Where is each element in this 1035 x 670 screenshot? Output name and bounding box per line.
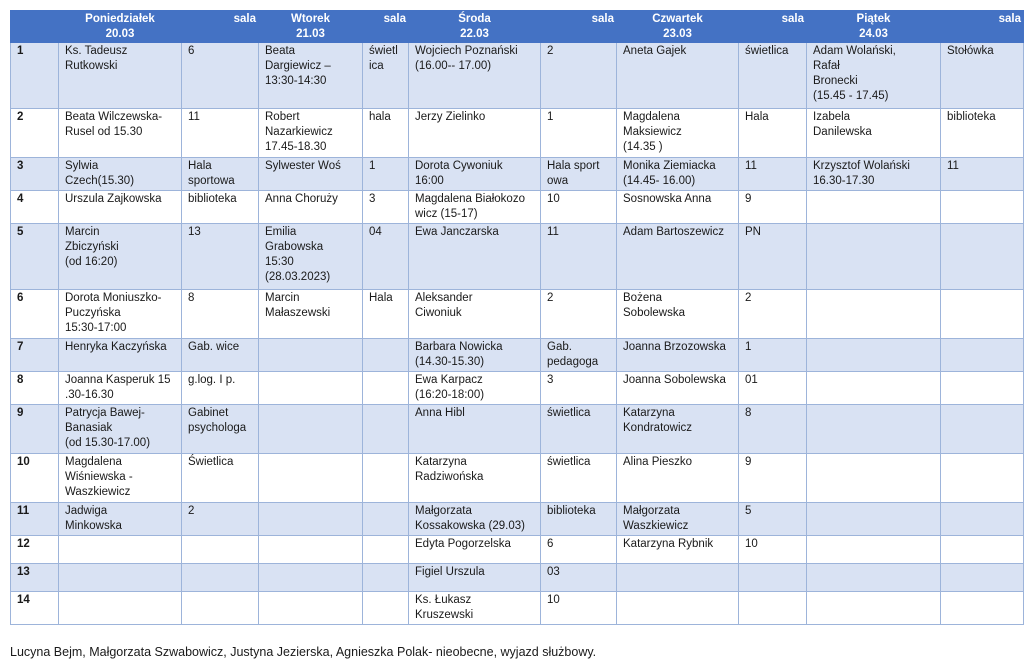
header-day-label: sala xyxy=(233,13,256,25)
row-number-cell: 4 xyxy=(11,191,59,224)
room-cell: 2 xyxy=(182,503,259,536)
teacher-cell: Krzysztof Wolański 16.30-17.30 xyxy=(807,158,941,191)
room-cell: 11 xyxy=(182,109,259,158)
teacher-cell: Aleksander Ciwoniuk xyxy=(409,290,541,339)
teacher-cell xyxy=(807,191,941,224)
room-cell: 10 xyxy=(739,536,807,564)
room-cell: 1 xyxy=(363,158,409,191)
table-row xyxy=(11,109,1024,158)
room-cell: 1 xyxy=(541,109,617,158)
room-cell: Hala sport owa xyxy=(541,158,617,191)
teacher-cell: Dorota Moniuszko- Puczyńska 15:30-17:00 xyxy=(59,290,182,339)
table-row xyxy=(11,536,1024,564)
room-cell: 2 xyxy=(541,290,617,339)
teacher-cell: Barbara Nowicka (14.30-15.30) xyxy=(409,339,541,372)
table-row xyxy=(11,290,1024,339)
room-cell: Gabinet psychologa xyxy=(182,405,259,454)
teacher-cell: Marcin Małaszewski xyxy=(259,290,363,339)
table-row xyxy=(11,592,1024,625)
teacher-cell: Alina Pieszko xyxy=(617,454,739,503)
teacher-cell xyxy=(807,339,941,372)
header-room-cell xyxy=(363,11,409,43)
teacher-cell: Urszula Zajkowska xyxy=(59,191,182,224)
teacher-cell: Ewa Karpacz (16:20-18:00) xyxy=(409,372,541,405)
teacher-cell: Ks. Tadeusz Rutkowski xyxy=(59,43,182,109)
schedule-header xyxy=(11,11,1024,43)
table-row xyxy=(11,454,1024,503)
footer-note: Lucyna Bejm, Małgorzata Szwabowicz, Justyna Jezierska, Agnieszka Polak- nieobecne, wyjazd służbowy. xyxy=(10,645,597,659)
header-date-label: 24.03 xyxy=(859,28,888,40)
teacher-cell: Marcin Zbiczyński (od 16:20) xyxy=(59,224,182,290)
teacher-cell: Sylwester Woś xyxy=(259,158,363,191)
header-number-cell xyxy=(11,11,59,43)
teacher-cell xyxy=(617,564,739,592)
room-cell xyxy=(941,290,1024,339)
room-cell xyxy=(363,564,409,592)
room-cell: 2 xyxy=(541,43,617,109)
room-cell xyxy=(941,536,1024,564)
table-row xyxy=(11,43,1024,109)
row-number-cell: 1 xyxy=(11,43,59,109)
room-cell xyxy=(182,536,259,564)
teacher-cell xyxy=(259,592,363,625)
header-day-label: sala xyxy=(591,13,614,25)
teacher-cell: Dorota Cywoniuk 16:00 xyxy=(409,158,541,191)
room-cell: 3 xyxy=(541,372,617,405)
room-cell: Gab. pedagoga xyxy=(541,339,617,372)
header-room-cell xyxy=(182,11,259,43)
teacher-cell xyxy=(807,454,941,503)
teacher-cell: Beata Dargiewicz – 13:30-14:30 xyxy=(259,43,363,109)
teacher-cell xyxy=(259,405,363,454)
room-cell xyxy=(941,372,1024,405)
teacher-cell: Jerzy Zielinko xyxy=(409,109,541,158)
teacher-cell: Wojciech Poznański (16.00-- 17.00) xyxy=(409,43,541,109)
teacher-cell: Magdalena Maksiewicz (14.35 ) xyxy=(617,109,739,158)
room-cell xyxy=(941,592,1024,625)
teacher-cell xyxy=(807,224,941,290)
header-day-cell xyxy=(259,11,363,43)
room-cell xyxy=(363,372,409,405)
room-cell xyxy=(363,536,409,564)
teacher-cell xyxy=(259,536,363,564)
teacher-cell: Joanna Sobolewska xyxy=(617,372,739,405)
teacher-cell xyxy=(259,454,363,503)
teacher-cell xyxy=(807,536,941,564)
room-cell: 5 xyxy=(739,503,807,536)
teacher-cell: Małgorzata Kossakowska (29.03) xyxy=(409,503,541,536)
header-date-label: 20.03 xyxy=(105,28,135,40)
row-number-cell: 11 xyxy=(11,503,59,536)
row-number-cell: 12 xyxy=(11,536,59,564)
teacher-cell: Adam Bartoszewicz xyxy=(617,224,739,290)
teacher-cell: Patrycja Bawej- Banasiak (od 15.30-17.00) xyxy=(59,405,182,454)
teacher-cell: Joanna Kasperuk 15 .30-16.30 xyxy=(59,372,182,405)
room-cell: biblioteka xyxy=(541,503,617,536)
room-cell: Hala sportowa xyxy=(182,158,259,191)
row-number-cell: 3 xyxy=(11,158,59,191)
row-number-cell: 2 xyxy=(11,109,59,158)
teacher-cell xyxy=(617,592,739,625)
teacher-cell: Figiel Urszula xyxy=(409,564,541,592)
room-cell: g.log. I p. xyxy=(182,372,259,405)
room-cell: 6 xyxy=(541,536,617,564)
teacher-cell xyxy=(59,564,182,592)
row-number-cell: 14 xyxy=(11,592,59,625)
teacher-cell: Emilia Grabowska 15:30 (28.03.2023) xyxy=(259,224,363,290)
room-cell: PN xyxy=(739,224,807,290)
header-room-cell xyxy=(739,11,807,43)
table-row xyxy=(11,405,1024,454)
header-room-cell xyxy=(541,11,617,43)
header-date-label: 21.03 xyxy=(296,28,325,40)
teacher-cell xyxy=(59,592,182,625)
room-cell: 11 xyxy=(541,224,617,290)
row-number-cell: 13 xyxy=(11,564,59,592)
teacher-cell: Małgorzata Waszkiewicz xyxy=(617,503,739,536)
room-cell xyxy=(363,454,409,503)
teacher-cell: Beata Wilczewska- Rusel od 15.30 xyxy=(59,109,182,158)
teacher-cell xyxy=(259,339,363,372)
room-cell: Stołówka xyxy=(941,43,1024,109)
teacher-cell: Katarzyna Radziwońska xyxy=(409,454,541,503)
teacher-cell: Katarzyna Rybnik xyxy=(617,536,739,564)
row-number-cell: 8 xyxy=(11,372,59,405)
room-cell: 8 xyxy=(182,290,259,339)
room-cell: świetlica xyxy=(541,405,617,454)
room-cell xyxy=(941,191,1024,224)
room-cell: 6 xyxy=(182,43,259,109)
teacher-cell: Adam Wolański, Rafał Bronecki (15.45 - 17.45) xyxy=(807,43,941,109)
room-cell: 01 xyxy=(739,372,807,405)
row-number-cell: 7 xyxy=(11,339,59,372)
room-cell: biblioteka xyxy=(182,191,259,224)
room-cell xyxy=(941,339,1024,372)
table-row xyxy=(11,503,1024,536)
room-cell xyxy=(739,592,807,625)
room-cell xyxy=(182,564,259,592)
teacher-cell: Edyta Pogorzelska xyxy=(409,536,541,564)
schedule-body xyxy=(11,43,1024,625)
room-cell xyxy=(941,454,1024,503)
teacher-cell: Sylwia Czech(15.30) xyxy=(59,158,182,191)
teacher-cell xyxy=(59,536,182,564)
room-cell xyxy=(363,339,409,372)
header-room-cell xyxy=(941,11,1024,43)
room-cell: 2 xyxy=(739,290,807,339)
teacher-cell: Bożena Sobolewska xyxy=(617,290,739,339)
teacher-cell: Robert Nazarkiewicz 17.45-18.30 xyxy=(259,109,363,158)
room-cell: 3 xyxy=(363,191,409,224)
room-cell: hala xyxy=(363,109,409,158)
table-row xyxy=(11,339,1024,372)
teacher-cell xyxy=(259,503,363,536)
header-day-label: Piątek xyxy=(856,13,891,25)
teacher-cell: Ks. Łukasz Kruszewski xyxy=(409,592,541,625)
header-date-label: 23.03 xyxy=(663,28,692,40)
teacher-cell: Magdalena Białokozo wicz (15-17) xyxy=(409,191,541,224)
teacher-cell: Sosnowska Anna xyxy=(617,191,739,224)
room-cell: 9 xyxy=(739,454,807,503)
teacher-cell: Henryka Kaczyńska xyxy=(59,339,182,372)
header-day-cell xyxy=(617,11,739,43)
room-cell xyxy=(941,224,1024,290)
room-cell: 11 xyxy=(941,158,1024,191)
table-row xyxy=(11,564,1024,592)
teacher-cell: Monika Ziemiacka (14.45- 16.00) xyxy=(617,158,739,191)
row-number-cell: 10 xyxy=(11,454,59,503)
room-cell: 03 xyxy=(541,564,617,592)
room-cell: Gab. wice xyxy=(182,339,259,372)
room-cell xyxy=(941,503,1024,536)
room-cell: 9 xyxy=(739,191,807,224)
teacher-cell: Joanna Brzozowska xyxy=(617,339,739,372)
room-cell xyxy=(182,592,259,625)
teacher-cell: Jadwiga Minkowska xyxy=(59,503,182,536)
room-cell: 8 xyxy=(739,405,807,454)
row-number-cell: 6 xyxy=(11,290,59,339)
teacher-cell: Anna Choruży xyxy=(259,191,363,224)
header-day-cell xyxy=(807,11,941,43)
header-day-label: sala xyxy=(998,13,1021,25)
teacher-cell xyxy=(807,592,941,625)
table-row xyxy=(11,191,1024,224)
teacher-cell: Anna Hibl xyxy=(409,405,541,454)
teacher-cell xyxy=(807,503,941,536)
room-cell: Świetlica xyxy=(182,454,259,503)
teacher-cell xyxy=(807,290,941,339)
teacher-cell: Magdalena Wiśniewska - Waszkiewicz xyxy=(59,454,182,503)
teacher-cell xyxy=(807,564,941,592)
room-cell: biblioteka xyxy=(941,109,1024,158)
row-number-cell: 9 xyxy=(11,405,59,454)
teacher-cell: Katarzyna Kondratowicz xyxy=(617,405,739,454)
room-cell: Hala xyxy=(363,290,409,339)
room-cell: świetlica xyxy=(541,454,617,503)
row-number-cell: 5 xyxy=(11,224,59,290)
room-cell xyxy=(363,592,409,625)
room-cell: 10 xyxy=(541,592,617,625)
teacher-cell: Aneta Gajek xyxy=(617,43,739,109)
room-cell: 11 xyxy=(739,158,807,191)
header-day-cell xyxy=(409,11,541,43)
header-day-cell xyxy=(59,11,182,43)
teacher-cell: Ewa Janczarska xyxy=(409,224,541,290)
header-date-label: 22.03 xyxy=(460,28,489,40)
teacher-cell xyxy=(259,564,363,592)
room-cell: Hala xyxy=(739,109,807,158)
room-cell xyxy=(941,564,1024,592)
header-day-label: Poniedziałek xyxy=(85,13,155,25)
header-day-label: Czwartek xyxy=(652,13,703,25)
room-cell: 13 xyxy=(182,224,259,290)
header-day-label: Wtorek xyxy=(291,13,330,25)
header-day-label: Środa xyxy=(458,13,491,25)
teacher-cell: Izabela Danilewska xyxy=(807,109,941,158)
room-cell: 1 xyxy=(739,339,807,372)
room-cell xyxy=(363,405,409,454)
room-cell xyxy=(739,564,807,592)
table-row xyxy=(11,372,1024,405)
table-row xyxy=(11,158,1024,191)
table-row xyxy=(11,224,1024,290)
teacher-cell xyxy=(807,405,941,454)
header-day-label: sala xyxy=(781,13,804,25)
header-day-label: sala xyxy=(383,13,406,25)
schedule-table xyxy=(10,10,1024,625)
room-cell: świetl ica xyxy=(363,43,409,109)
room-cell xyxy=(941,405,1024,454)
room-cell: świetlica xyxy=(739,43,807,109)
room-cell: 10 xyxy=(541,191,617,224)
room-cell xyxy=(363,503,409,536)
room-cell: 04 xyxy=(363,224,409,290)
teacher-cell xyxy=(259,372,363,405)
teacher-cell xyxy=(807,372,941,405)
